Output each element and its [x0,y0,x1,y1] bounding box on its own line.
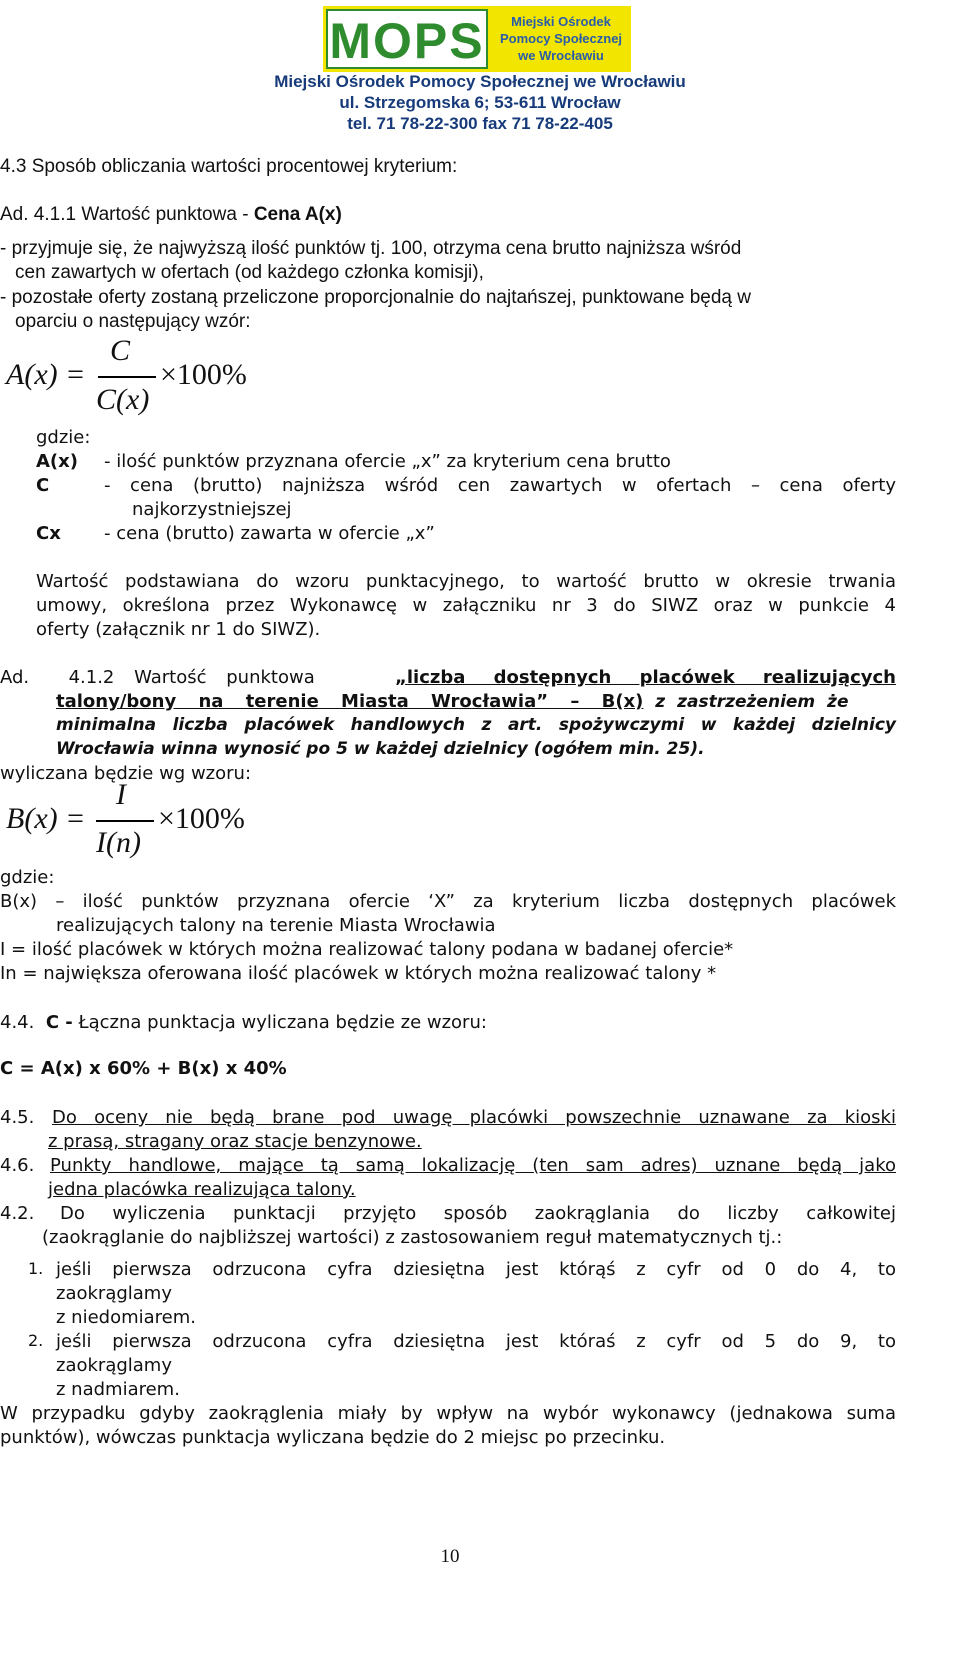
rounding-1-line-2: zaokrąglamy [56,1283,172,1304]
logo-side-line-1: Miejski Ośrodek [511,14,611,29]
section-4-4-bold: C - [45,1012,73,1033]
mops-logo [323,6,631,72]
ad-4-1-2-prefix: Ad. 4.1.2 Wartość punktowa [0,667,335,688]
section-4-2-line-1: Do wyliczenia punktacji przyjęto sposób zaokrąglania do liczby całkowitej [60,1203,896,1224]
section-4-5-line-1: Do oceny nie będą brane pod uwagę placówki powszechnie uznawane za kioski [52,1107,896,1128]
formula-a-numerator: C [110,334,131,367]
section-4-5-number: 4.5. [0,1107,35,1128]
final-note-1: W przypadku gdyby zaokrąglenia miały by wpływ na wybór wykonawcy (jednakowa suma [0,1403,896,1424]
logo-side-line-2: Pomocy Społecznej [499,31,623,46]
formula-b-denominator: I(n) [96,826,141,859]
ad-4-1-1-prefix: Ad. 4.1.1 Wartość punktowa - [0,204,254,225]
total-formula: C = A(x) x 60% + B(x) x 40% [0,1058,287,1079]
ad-4-1-1 [0,204,342,226]
ad-4-1-2-line-2 [56,691,848,712]
formula-a-rhs: ×100% [160,358,247,391]
rounding-2-line-2: zaokrąglamy [56,1355,172,1376]
page-number: 10 [440,1546,460,1567]
ad-4-1-2-reservation: z zastrzeżeniem że [643,692,849,712]
section-4-6-number: 4.6. [0,1155,35,1176]
where-a-sym-2: C [36,475,50,496]
where-b-line-1: B(x) – ilość punktów przyznana ofercie ‘X” za kryterium liczba dostępnych placówek [0,891,896,912]
section-4-6-line-2: jedna placówka realizująca talony. [48,1179,356,1200]
formula-b-numerator: I [116,778,126,811]
formula-b-fraction-bar [96,820,154,822]
where-a-label: gdzie: [36,427,91,448]
formula-a-lhs: A(x) = [6,358,86,391]
where-a-sym-3: Cx [36,523,61,544]
value-note-1: Wartość podstawiana do wzoru punktacyjnego, to wartość brutto w okresie trwania [36,571,896,592]
logo-side-line-3: we Wrocławiu [518,48,604,63]
price-rule-1: - przyjmuje się, że najwyższą ilość punktów tj. 100, otrzyma cena brutto najniższa wśród [0,238,742,259]
section-4-6-line-1: Punkty handlowe, mające tą samą lokalizację (ten sam adres) uznane będą jako [50,1155,896,1176]
rounding-1-line-1: jeśli pierwsza odrzucona cyfra dziesiętna jest którąś z cyfr od 0 do 4, to [56,1259,896,1280]
where-b-line-4: In = największa oferowana ilość placówek w których można realizować talony * [0,963,717,984]
section-4-5-line-2: z prasą, stragany oraz stacje benzynowe. [48,1131,422,1152]
where-a-desc-1: - ilość punktów przyznana ofercie „x” za kryterium cena brutto [104,451,671,472]
ad-4-1-2-line-5: wyliczana będzie wg wzoru: [0,763,252,784]
org-phone: tel. 71 78-22-300 fax 71 78-22-405 [347,114,613,133]
formula-a-fraction-bar [98,376,156,378]
value-note-3: oferty (załącznik nr 1 do SIWZ). [36,619,321,640]
section-4-2-number: 4.2. [0,1203,35,1224]
final-note-2: punktów), wówczas punktacja wyliczana będzie do 2 miejsc po przecinku. [0,1427,666,1448]
where-a-desc-3: - cena (brutto) zawarta w ofercie „x” [104,523,435,544]
where-b-line-2: realizujących talony na terenie Miasta Wrocławia [56,915,496,936]
ad-4-1-1-bold: Cena A(x) [253,204,342,225]
rounding-2-number: 2. [28,1331,44,1350]
org-name: Miejski Ośrodek Pomocy Społecznej we Wrocławiu [274,72,686,91]
where-a-desc-2b: najkorzystniejszej [132,499,292,520]
formula-b-lhs: B(x) = [6,802,86,835]
section-4-4-number: 4.4. [0,1012,35,1033]
price-rule-3: - pozostałe oferty zostaną przeliczone proporcjonalnie do najtańszej, punktowane będą w [0,287,751,308]
rounding-2-line-1: jeśli pierwsza odrzucona cyfra dziesiętna jest któraś z cyfr od 5 do 9, to [56,1331,896,1352]
price-rule-4: oparciu o następujący wzór: [15,311,251,332]
section-4-3-title: 4.3 Sposób obliczania wartości procentowej kryterium: [0,156,458,177]
ad-4-1-2-line-3: minimalna liczba placówek handlowych z art. spożywczymi w każdej dzielnicy [56,715,896,735]
formula-a-denominator: C(x) [96,383,150,416]
rounding-1-number: 1. [28,1259,44,1278]
ad-4-1-2-criterion: „liczba dostępnych placówek realizujących [395,667,896,688]
where-b-label: gdzie: [0,867,55,888]
section-4-4-text: Łączna punktacja wyliczana będzie ze wzoru: [72,1012,487,1033]
where-a-sym-1: A(x) [36,451,78,472]
price-rule-2: cen zawartych w ofertach (od każdego członka komisji), [15,262,484,283]
section-4-2-line-2: (zaokrąglanie do najbliższej wartości) z zastosowaniem reguł matematycznych tj.: [42,1227,783,1248]
section-4-4 [0,1012,487,1033]
ad-4-1-2-line-1 [0,667,896,688]
org-address: ul. Strzegomska 6; 53-611 Wrocław [339,93,621,112]
ad-4-1-2-line-4: Wrocławia winna wynosić po 5 w każdej dzielnicy (ogółem min. 25). [56,739,705,759]
rounding-1-line-3: z niedomiarem. [56,1307,196,1328]
ad-4-1-2-criterion-cont: talony/bony na terenie Miasta Wrocławia” – B(x) [56,691,644,712]
value-note-2: umowy, określona przez Wykonawcę w załączniku nr 3 do SIWZ oraz w punkcie 4 [36,595,896,616]
formula-b-rhs: ×100% [158,802,245,835]
logo-mark: MOPS [329,13,485,69]
rounding-2-line-3: z nadmiarem. [56,1379,180,1400]
where-a-desc-2: - cena (brutto) najniższa wśród cen zawartych w ofertach – cena oferty [104,475,896,496]
where-b-line-3: I = ilość placówek w których można realizować talony podana w badanej ofercie* [0,939,734,960]
